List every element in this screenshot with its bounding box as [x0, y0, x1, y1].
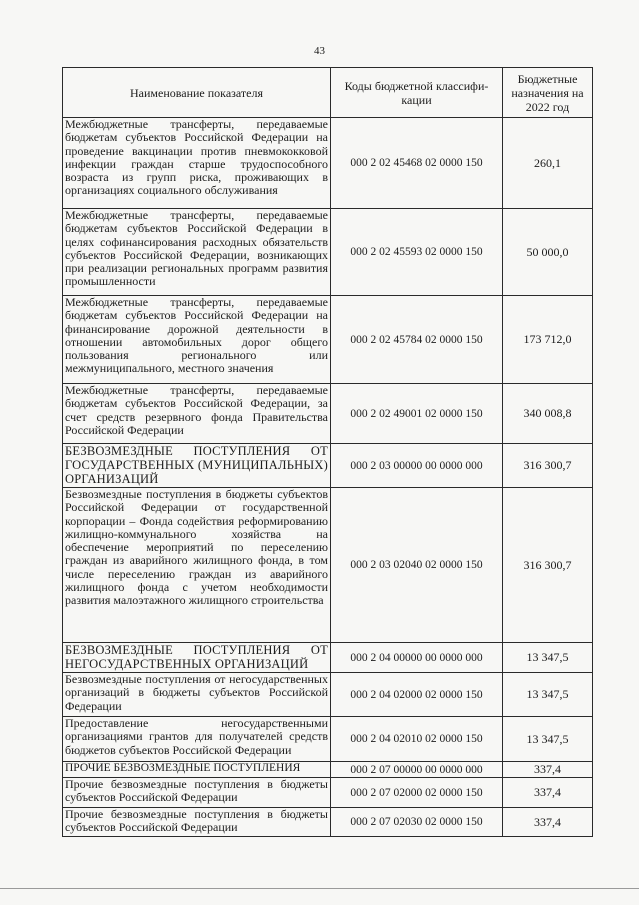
- table-row: [63, 673, 593, 717]
- row-code: 000 2 04 02010 02 0000 150: [331, 717, 503, 762]
- row-code: 000 2 02 45468 02 0000 150: [331, 118, 503, 209]
- table-row: [63, 643, 593, 673]
- row-code: 000 2 07 02000 02 0000 150: [331, 778, 503, 808]
- row-name: Межбюджетные трансферты, передаваемые бюджетам субъектов Российской Федерации на проведение вакцинации против пневмококковой инфекции граждан старше трудоспособного возраста из групп риска, проживающих в организациях социального обслуживания: [63, 118, 331, 209]
- table-row: [63, 717, 593, 762]
- bottom-rule: [0, 888, 639, 889]
- row-amount: 13 347,5: [503, 717, 593, 762]
- row-amount: 50 000,0: [503, 209, 593, 296]
- row-code: 000 2 02 45593 02 0000 150: [331, 209, 503, 296]
- row-name: ПРОЧИЕ БЕЗВОЗМЕЗДНЫЕ ПОСТУПЛЕНИЯ: [63, 762, 331, 778]
- row-amount: 316 300,7: [503, 444, 593, 488]
- row-amount: 337,4: [503, 762, 593, 778]
- header-name: Наименование показателя: [63, 68, 331, 118]
- row-name: Безвозмездные поступления от негосударственных организаций в бюджеты субъектов Российской Федерации: [63, 673, 331, 717]
- row-code: 000 2 02 49001 02 0000 150: [331, 384, 503, 444]
- row-name: Межбюджетные трансферты, передаваемые бюджетам субъектов Российской Федерации, за счет средств резервного фонда Правительства Российской Федерации: [63, 384, 331, 444]
- row-name: Безвозмездные поступления в бюджеты субъектов Российской Федерации от государственной корпорации – Фонда содействия реформированию жилищно-коммунального хозяйства на обеспечение мероприятий по переселению граждан из аварийного жилищного фонда, в том числе переселению граждан из аварийного жилищного фонда с учетом необходимости развития малоэтажного жилищного строительства: [63, 488, 331, 643]
- row-name: Прочие безвозмездные поступления в бюджеты субъектов Российской Федерации: [63, 808, 331, 837]
- header-code: Коды бюджетной классифи-кации: [331, 68, 503, 118]
- table-header-row: [63, 68, 593, 118]
- row-code: 000 2 07 02030 02 0000 150: [331, 808, 503, 837]
- row-name: Межбюджетные трансферты, передаваемые бюджетам субъектов Российской Федерации в целях софинансирования расходных обязательств субъектов Российской Федерации, возникающих при реализации региональных программ развития промышленности: [63, 209, 331, 296]
- table-row: [63, 808, 593, 837]
- row-amount: 173 712,0: [503, 296, 593, 384]
- table-row: [63, 209, 593, 296]
- row-amount: 340 008,8: [503, 384, 593, 444]
- row-amount: 13 347,5: [503, 643, 593, 673]
- row-name: Межбюджетные трансферты, передаваемые бюджетам субъектов Российской Федерации на финансирование дорожной деятельности в отношении автомобильных дорог общего пользования регионального или межмуниципального, местного значения: [63, 296, 331, 384]
- table-row: [63, 444, 593, 488]
- row-code: 000 2 03 02040 02 0000 150: [331, 488, 503, 643]
- budget-table: [62, 67, 593, 837]
- row-code: 000 2 04 02000 02 0000 150: [331, 673, 503, 717]
- page-number: 43: [314, 45, 325, 57]
- row-amount: 260,1: [503, 118, 593, 209]
- table-row: [63, 778, 593, 808]
- row-name: БЕЗВОЗМЕЗДНЫЕ ПОСТУПЛЕНИЯ ОТ ГОСУДАРСТВЕННЫХ (МУНИЦИПАЛЬНЫХ) ОРГАНИЗАЦИЙ: [63, 444, 331, 488]
- row-code: 000 2 03 00000 00 0000 000: [331, 444, 503, 488]
- table-row: [63, 762, 593, 778]
- row-amount: 337,4: [503, 778, 593, 808]
- table-row: [63, 118, 593, 209]
- table-row: [63, 488, 593, 643]
- row-name: БЕЗВОЗМЕЗДНЫЕ ПОСТУПЛЕНИЯ ОТ НЕГОСУДАРСТВЕННЫХ ОРГАНИЗАЦИЙ: [63, 643, 331, 673]
- row-amount: 316 300,7: [503, 488, 593, 643]
- row-code: 000 2 02 45784 02 0000 150: [331, 296, 503, 384]
- row-code: 000 2 04 00000 00 0000 000: [331, 643, 503, 673]
- row-amount: 13 347,5: [503, 673, 593, 717]
- header-amount: Бюджетные назначения на 2022 год: [503, 68, 593, 118]
- row-code: 000 2 07 00000 00 0000 000: [331, 762, 503, 778]
- row-name: Прочие безвозмездные поступления в бюджеты субъектов Российской Федерации: [63, 778, 331, 808]
- row-amount: 337,4: [503, 808, 593, 837]
- table-row: [63, 296, 593, 384]
- table-row: [63, 384, 593, 444]
- row-name: Предоставление негосударственными организациями грантов для получателей средств бюджетов субъектов Российской Федерации: [63, 717, 331, 762]
